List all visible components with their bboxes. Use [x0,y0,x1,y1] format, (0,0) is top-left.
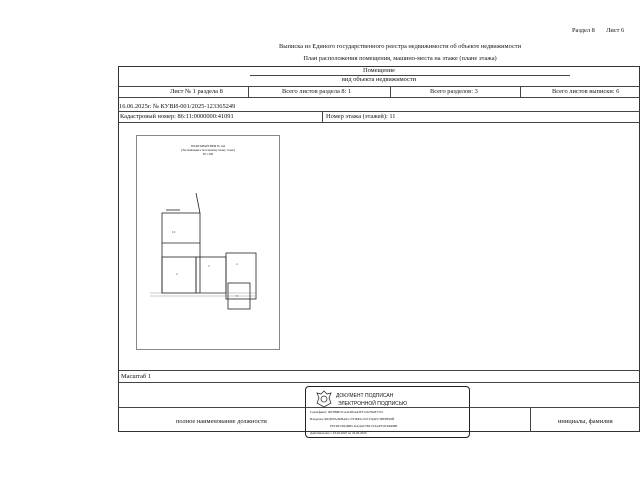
sheet-label: Лист 6 [606,27,625,34]
object-type: Помещение [362,67,395,74]
svg-text:5: 5 [236,294,238,298]
section-label: Раздел 8 [572,27,595,34]
svg-text:4: 4 [236,262,238,266]
floor-number: Номер этажа (этажей): 11 [326,113,396,120]
date-number: 16.06.2025г. № КУВИ-001/2025-123365249 [119,103,236,110]
svg-text:2: 2 [176,272,178,276]
plan-caption-line2: (Экспликация к поэтажному плану этажа) [181,148,235,152]
plan-caption-line1: ПЛАН КВАРТИРЫ № 144 [190,144,226,148]
object-type-caption: вид объекта недвижимости [341,76,417,83]
scale-label: Масштаб 1 [121,373,152,380]
plan-caption-line3: М 1:100 [202,152,214,156]
floor-plan-drawing [136,135,280,350]
sheet-of-section: Лист № 1 раздела 8 [170,88,223,95]
document-subtitle: План расположения помещения, машино-места на этаже (плане этажа) [303,55,497,62]
sheets-total-extract: Всего листов выписки: 6 [552,88,620,95]
name-caption: инициалы, фамилия [558,418,613,425]
sheets-total-section: Всего листов раздела 8: 1 [282,88,352,95]
stamp-owner2: РЕГИСТРАЦИИ, КАДАСТРА И КАРТОГРАФИИ [330,424,398,428]
sections-total: Всего разделов: 3 [430,88,478,95]
svg-text:3: 3 [208,264,210,268]
stamp-owner: Владелец: ФЕДЕРАЛЬНАЯ СЛУЖБА ГОСУДАРСТВЕННОЙ [310,417,395,421]
stamp-cert: Сертификат: 00F0B8E3CA4CDDA43FF1222596E7555 [310,410,383,414]
stamp-valid: Действителен: с 03.04.2025 по 26.06.2026 [310,431,367,435]
svg-text:13: 13 [172,230,176,234]
cadastral-number: Кадастровый номер: 86:11:0000000:41091 [120,113,234,120]
position-caption: полное наименование должности [176,418,267,425]
stamp-title2: ЭЛЕКТРОННОЙ ПОДПИСЬЮ [338,401,408,407]
document-title: Выписка из Единого государственного реестра недвижимости об объекте недвижимости [278,43,521,50]
stamp-title1: ДОКУМЕНТ ПОДПИСАН [336,393,394,399]
